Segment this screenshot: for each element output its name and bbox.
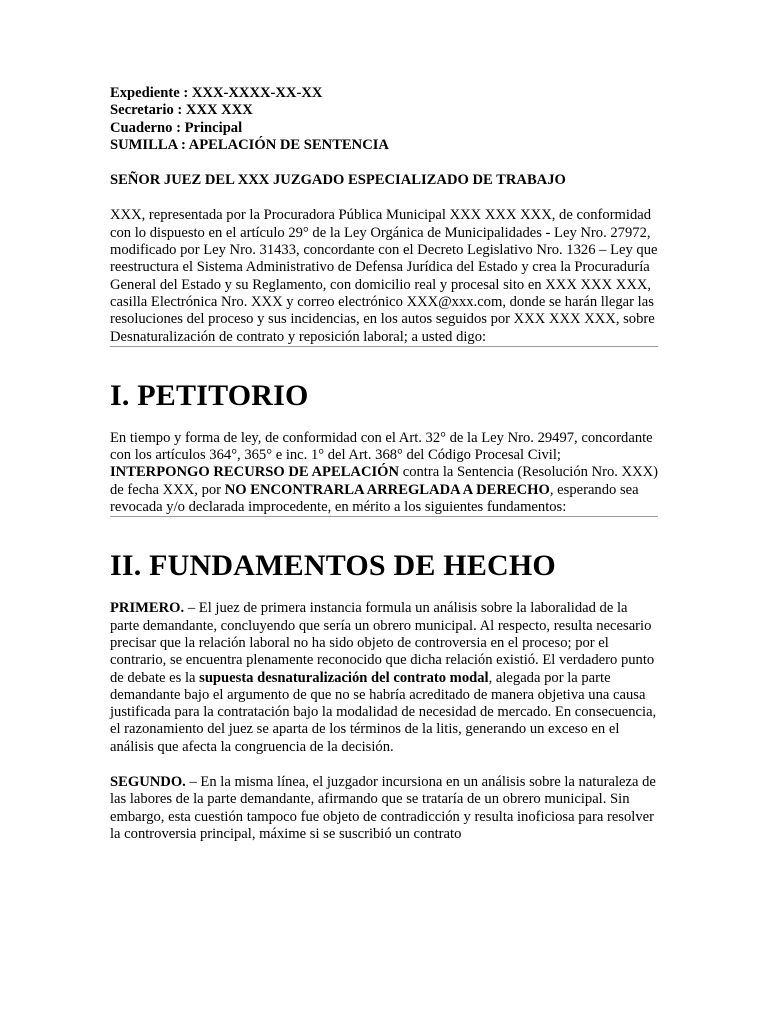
fundamentos-heading: II. FUNDAMENTOS DE HECHO	[110, 549, 556, 583]
case-header	[110, 85, 660, 154]
primero-bold: supuesta desnaturalización del contrato modal	[199, 669, 489, 686]
segundo-label: SEGUNDO.	[110, 774, 186, 791]
segundo-text: – En la misma línea, el juzgador incursiona en un análisis sobre la naturaleza de las labores de la parte demandante, afirmando que se trataría de un obrero municipal. Sin embargo, esta cuestión tampoco fue objeto de contradicción y resulta inoficiosa para resolver la controversia principal, máxime si se suscribió un contrato	[110, 774, 656, 842]
primero-text-1: – El juez de primera instancia formula un análisis sobre la laboralidad de la parte demandante, concluyendo que sería un obrero municipal. Al respecto, resulta necesario precisar que la relación laboral no ha sido objeto de controversia en el proceso; por el contrario, se encuentra plenamente reconocido que dicha relación existió. El verdadero punto de debate es la	[110, 600, 655, 686]
petitorio-text-3: , esperando sea revocada y/o declarada improcedente, en mérito a los siguientes fundamentos:	[110, 481, 639, 516]
primero-paragraph	[110, 600, 660, 756]
primero-label: PRIMERO.	[110, 600, 185, 617]
petitorio-bold-2: NO ENCONTRARLA ARREGLADA A DERECHO	[224, 481, 550, 498]
sumilla-line: SUMILLA : APELACIÓN DE SENTENCIA	[110, 136, 389, 153]
primero-text-2: , alegada por la parte demandante bajo el argumento de que no se habría acreditado de manera objetiva una causa justificada para la contratación bajo la modalidad de necesidad de mercado. En consecuencia, el razonamiento del juez se aparta de los términos de la litis, generando un exceso en el análisis que afecta la congruencia de la decisión.	[110, 669, 657, 755]
secretario-line: Secretario : XXX XXX	[110, 102, 253, 119]
section-divider	[110, 516, 658, 517]
cuaderno-line: Cuaderno : Principal	[110, 119, 243, 136]
expediente-line: Expediente : XXX-XXXX-XX-XX	[110, 85, 323, 101]
petitorio-paragraph	[110, 430, 660, 516]
section-divider	[110, 346, 658, 347]
petitorio-heading: I. PETITORIO	[110, 378, 309, 412]
addressee: SEÑOR JUEZ DEL XXX JUZGADO ESPECIALIZADO DE TRABAJO	[110, 172, 566, 189]
petitorio-text-2: contra la Sentencia (Resolución Nro. XXX) de fecha XXX, por	[110, 464, 659, 498]
document-body	[110, 85, 660, 843]
petitorio-text-1: En tiempo y forma de ley, de conformidad con el Art. 32° de la Ley Nro. 29497, concordante con los artículos 364°, 365° e inc. 1° del Art. 368° del Código Procesal Civil;	[110, 429, 653, 464]
petitorio-bold-1: INTERPONGO RECURSO DE APELACIÓN	[110, 464, 400, 481]
segundo-paragraph	[110, 774, 660, 843]
intro-paragraph: XXX, representada por la Procuradora Pública Municipal XXX XXX XXX, de conformidad con lo dispuesto en el artículo 29° de la Ley Orgánica de Municipalidades - Ley Nro. 27972, modificado por Ley Nro. 31433, concordante con el Decreto Legislativo Nro. 1326 – Ley que reestructura el Sistema Administrativo de Defensa Jurídica del Estado y crea la Procuraduría General del Estado y su Reglamento, con domicilio real y procesal sito en XXX XXX XXX, casilla Electrónica Nro. XXX y correo electrónico XXX@xxx.com, donde se harán llegar las resoluciones del proceso y sus incidencias, en los autos seguidos por XXX XXX XXX, sobre Desnaturalización de contrato y reposición laboral; a usted digo:	[110, 207, 658, 345]
